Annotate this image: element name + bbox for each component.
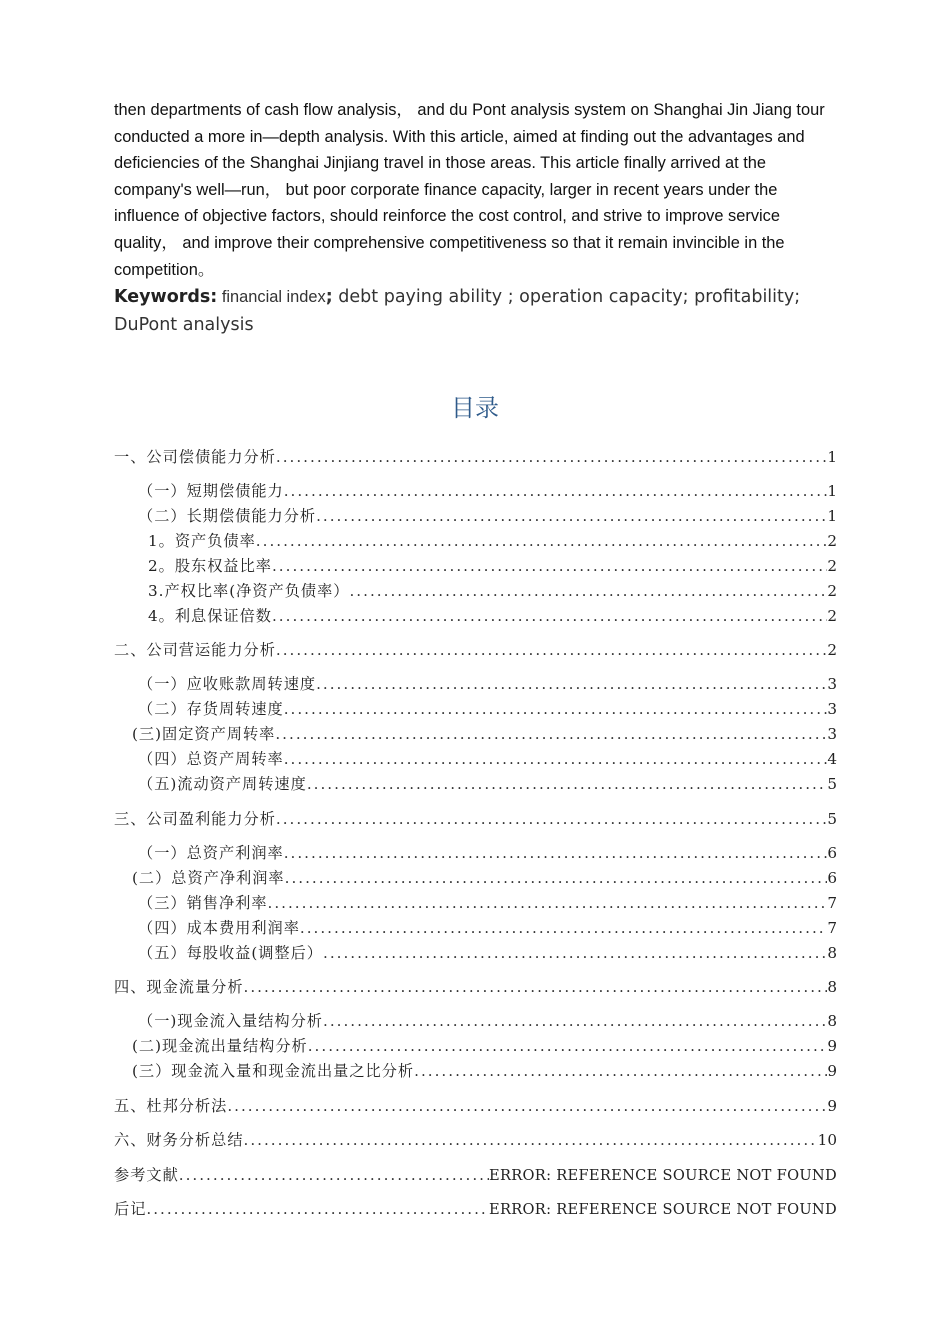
toc-dot-leader (146, 1198, 489, 1220)
toc-dot-leader (285, 867, 828, 889)
toc-entry[interactable] (114, 1164, 837, 1186)
toc-page-number: 1 (827, 448, 837, 466)
toc-dot-leader (308, 1035, 828, 1057)
toc-entry[interactable] (132, 1060, 837, 1082)
toc-dot-leader (284, 748, 828, 770)
toc-entry-title: （四）总资产周转率 (138, 750, 284, 768)
toc-dot-leader (244, 976, 828, 998)
toc-entry[interactable] (138, 892, 837, 914)
toc-page-number: 7 (827, 919, 837, 937)
toc-entry[interactable] (138, 505, 837, 527)
toc-entry-title: （四）成本费用利润率 (138, 919, 300, 937)
toc-entry[interactable] (114, 1198, 837, 1220)
keywords-separator: ; (325, 287, 333, 308)
toc-page-number: ERROR: REFERENCE SOURCE NOT FOUND (489, 1167, 837, 1184)
toc-page-number: 4 (827, 750, 837, 768)
toc-dot-leader (323, 942, 827, 964)
toc-entry[interactable] (114, 808, 837, 830)
toc-dot-leader (316, 673, 827, 695)
toc-entry-title: 六、财务分析总结 (114, 1131, 244, 1149)
toc-entry-title: (二)现金流出量结构分析 (132, 1037, 308, 1055)
toc-entry-title: （一）短期偿债能力 (138, 482, 284, 500)
toc-entry[interactable] (114, 976, 837, 998)
toc-entry[interactable] (138, 698, 837, 720)
toc-dot-leader (284, 842, 828, 864)
toc-entry[interactable] (132, 723, 837, 745)
toc-entry[interactable] (114, 446, 837, 468)
toc-page-number: 8 (827, 944, 837, 962)
toc-entry-title: 二、公司营运能力分析 (114, 641, 276, 659)
toc-dot-leader (276, 446, 827, 468)
toc-dot-leader (284, 698, 828, 720)
toc-page-number: 1 (827, 507, 837, 525)
toc-dot-leader (227, 1095, 827, 1117)
toc-entry[interactable] (132, 867, 837, 889)
toc-page-number: 9 (827, 1097, 837, 1115)
toc-entry-title: （一)现金流入量结构分析 (138, 1012, 323, 1030)
toc-entry[interactable] (138, 842, 837, 864)
keywords-first: financial index (217, 288, 326, 307)
toc-entry-title: 4。利息保证倍数 (148, 607, 272, 625)
toc-dot-leader (276, 808, 827, 830)
keywords-rest: debt paying ability ; operation capacity; profitability; DuPont analysis (114, 287, 801, 336)
toc-title: 目录 (451, 394, 499, 422)
toc-dot-leader (349, 580, 827, 602)
toc-entry[interactable] (132, 1035, 837, 1057)
toc-page-number: 2 (827, 532, 837, 550)
abstract-section (114, 97, 844, 339)
toc-page-number: 8 (827, 978, 837, 996)
toc-entry[interactable] (114, 639, 837, 661)
toc-dot-leader (272, 555, 827, 577)
toc-page-number: 6 (827, 869, 837, 887)
keywords-label: Keywords: (114, 287, 218, 308)
toc-dot-leader (276, 639, 827, 661)
toc-entry[interactable] (148, 530, 837, 552)
abstract-body: then departments of cash flow analysis， and du Pont analysis system on Shanghai Jin Jiang tour conducted a more in—depth analysis. With this article, aimed at finding out the advantages and deficiencies of the Shanghai Jinjiang travel in those areas. This article finally arrived at the company's well—run， but poor corporate finance capacity, larger in recent years under the influence of objective factors, should reinforce the cost control, and strive to improve service quality， and improve their comprehensive competitiveness so that it remain invincible in the competition。 (114, 101, 825, 279)
toc-page-number: 3 (827, 700, 837, 718)
toc-page-number: 3 (827, 675, 837, 693)
toc-entry[interactable] (138, 480, 837, 502)
toc-dot-leader (307, 773, 828, 795)
toc-entry[interactable] (138, 917, 837, 939)
toc-entry-title: (三）现金流入量和现金流出量之比分析 (132, 1062, 415, 1080)
toc-entry[interactable] (148, 580, 837, 602)
toc-entry-title: (三)固定资产周转率 (132, 725, 276, 743)
toc-entry-title: 2。股东权益比率 (148, 557, 272, 575)
toc-entry-title: (二）总资产净利润率 (132, 869, 285, 887)
toc-page-number: 5 (827, 810, 837, 828)
toc-page-number: 2 (827, 607, 837, 625)
toc-page-number: 8 (827, 1012, 837, 1030)
toc-page-number: 9 (827, 1037, 837, 1055)
toc-page-number: 2 (827, 557, 837, 575)
toc-entry-title: 参考文献 (114, 1166, 179, 1184)
toc-dot-leader (272, 605, 827, 627)
toc-entry[interactable] (148, 605, 837, 627)
toc-page-number: 9 (827, 1062, 837, 1080)
keywords-line (114, 283, 844, 339)
toc-entry-title: （五）每股收益(调整后） (138, 944, 323, 962)
toc-dot-leader (244, 1129, 818, 1151)
toc-entry[interactable] (138, 1010, 837, 1032)
toc-entry-title: （二）长期偿债能力分析 (138, 507, 317, 525)
toc-page-number: 10 (817, 1131, 837, 1149)
toc-entry-title: 3.产权比率(净资产负债率） (148, 582, 350, 600)
toc-entry-title: 一、公司偿债能力分析 (114, 448, 276, 466)
toc-entry-title: （三）销售净利率 (138, 894, 268, 912)
toc-page-number: 7 (827, 894, 837, 912)
toc-dot-leader (323, 1010, 827, 1032)
toc-page-number: 6 (827, 844, 837, 862)
toc-entry[interactable] (138, 748, 837, 770)
toc-dot-leader (275, 723, 827, 745)
toc-page-number: 3 (827, 725, 837, 743)
toc-entry[interactable] (138, 773, 837, 795)
toc-entry[interactable] (148, 555, 837, 577)
toc-page-number: 1 (827, 482, 837, 500)
toc-page-number: 2 (827, 641, 837, 659)
toc-dot-leader (414, 1060, 827, 1082)
toc-entry[interactable] (138, 673, 837, 695)
toc-entry-title: 四、现金流量分析 (114, 978, 244, 996)
toc-page-number: 2 (827, 582, 837, 600)
toc-entry[interactable] (138, 942, 837, 964)
toc-entry[interactable] (114, 1095, 837, 1117)
toc-entry-title: 后记 (114, 1200, 147, 1218)
toc-entry-title: 五、杜邦分析法 (114, 1097, 228, 1115)
toc-dot-leader (268, 892, 828, 914)
toc-entry-title: 三、公司盈利能力分析 (114, 810, 276, 828)
toc-dot-leader (284, 480, 828, 502)
toc-page-number: ERROR: REFERENCE SOURCE NOT FOUND (489, 1201, 837, 1218)
toc-entry-title: （一）应收账款周转速度 (138, 675, 317, 693)
toc-entry-title: （一）总资产利润率 (138, 844, 284, 862)
toc-entry[interactable] (114, 1129, 837, 1151)
toc-dot-leader (256, 530, 828, 552)
toc-dot-leader (300, 917, 827, 939)
toc-dot-leader (316, 505, 827, 527)
toc-dot-leader (179, 1164, 489, 1186)
toc-entry-title: （五)流动资产周转速度 (138, 775, 307, 793)
toc-page-number: 5 (827, 775, 837, 793)
toc-entry-title: （二）存货周转速度 (138, 700, 284, 718)
toc-entry-title: 1。资产负债率 (148, 532, 256, 550)
